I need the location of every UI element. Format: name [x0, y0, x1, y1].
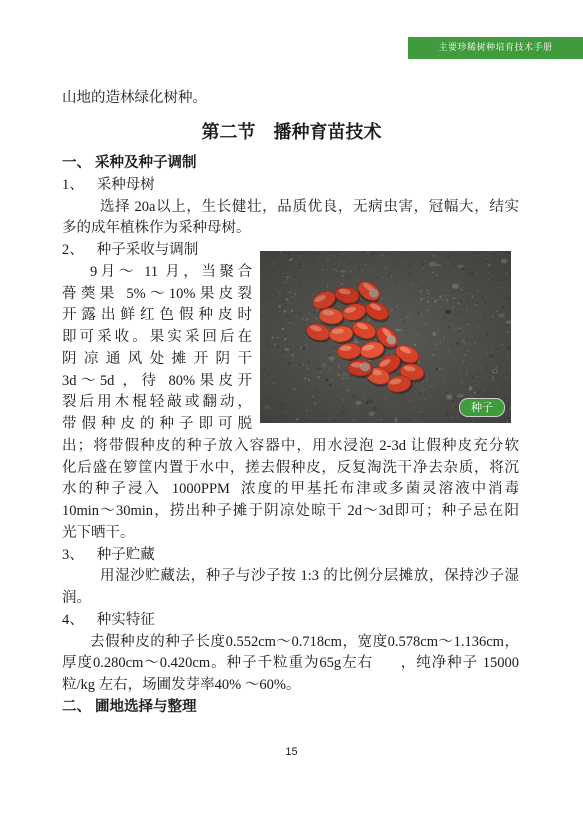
item-heading [62, 609, 155, 631]
item-title: 种实特征 [96, 612, 155, 628]
page-number: 15 [285, 746, 298, 758]
item-number: 4、 [62, 612, 84, 628]
item-number: 2、 [62, 242, 84, 258]
paragraph-line: 出；将带假种皮的种子放入容器中，用水浸泡 2-3d 让假种皮充分软 [62, 438, 519, 454]
paragraph-line: 粒/kg 左右，场圃发芽率40% ～60%。 [62, 677, 301, 693]
item-title: 采种母树 [96, 177, 155, 193]
item-heading [62, 239, 198, 261]
paragraph-line: 水的种子浸入 1000PPM 浓度的甲基托布津或多菌灵溶液中消毒 [62, 481, 519, 497]
item-number: 1、 [62, 177, 84, 193]
paragraph-line: 光下晒干。 [62, 525, 135, 541]
paragraph-line: 厚度0.280cm～0.420cm。种子千粒重为65g左右 ，纯净种子 15000 [62, 655, 519, 671]
paragraph-line: 用湿沙贮藏法，种子与沙子按 1:3 的比例分层摊放，保持沙子湿 [100, 568, 519, 584]
item-heading [62, 174, 155, 196]
section-name: 播种育苗技术 [273, 122, 382, 142]
item-number: 3、 [62, 547, 84, 563]
part-title: 采种及种子调制 [95, 155, 197, 171]
item-title: 种子贮藏 [96, 547, 155, 563]
paragraph-line: 选择 20a以上，生长健壮，品质优良，无病虫害，冠幅大，结实 [100, 199, 519, 215]
part-number: 一、 [62, 155, 91, 171]
seed-photo [260, 251, 511, 423]
seed-photo-image [260, 251, 511, 423]
part-heading [62, 696, 197, 718]
part-number: 二、 [62, 699, 91, 715]
photo-vignette [260, 251, 511, 423]
part-title: 圃地选择与整理 [95, 699, 197, 715]
paragraph-line: 带假种皮的种子即可脱 [62, 416, 252, 432]
paragraph-line: 阴凉通风处摊开阴干 [62, 351, 252, 367]
item-title: 种子采收与调制 [96, 242, 199, 258]
photo-caption-badge: 种子 [460, 399, 504, 416]
part-heading [62, 152, 197, 174]
paragraph-line: 蓇葖果 5%～10%果皮裂 [62, 286, 252, 302]
paragraph-line: 即可采收。果实采回后在 [62, 329, 252, 345]
paragraph-line: 多的成年植株作为采种母树。 [62, 220, 251, 236]
section-number: 第二节 [201, 122, 256, 142]
paragraph-line: 9月～ 11 月，当聚合 [90, 264, 252, 280]
paragraph-line: 去假种皮的种子长度0.552cm～0.718cm，宽度0.578cm～1.136cm， [90, 634, 519, 650]
paragraph-line: 10min～30min，捞出种子摊于阴凉处晾干 2d～3d即可；种子忌在阳 [62, 503, 519, 519]
section-title [0, 118, 583, 146]
paragraph-line: 开露出鲜红色假种皮时 [62, 307, 252, 323]
paragraph-line: 润。 [62, 590, 91, 606]
item-heading [62, 544, 155, 566]
paragraph-line: 化后盛在箩筐内置于水中，搓去假种皮，反复淘洗干净去杂质，将沉 [62, 460, 519, 476]
running-header: 主要珍稀树种培育技术手册 [408, 37, 583, 59]
paragraph-line: 裂后用木棍轻敲或翻动， [62, 394, 252, 410]
continued-text: 山地的造林绿化树种。 [62, 90, 207, 106]
paragraph-line: 3d～5d ，待 80%果皮开 [62, 373, 252, 389]
